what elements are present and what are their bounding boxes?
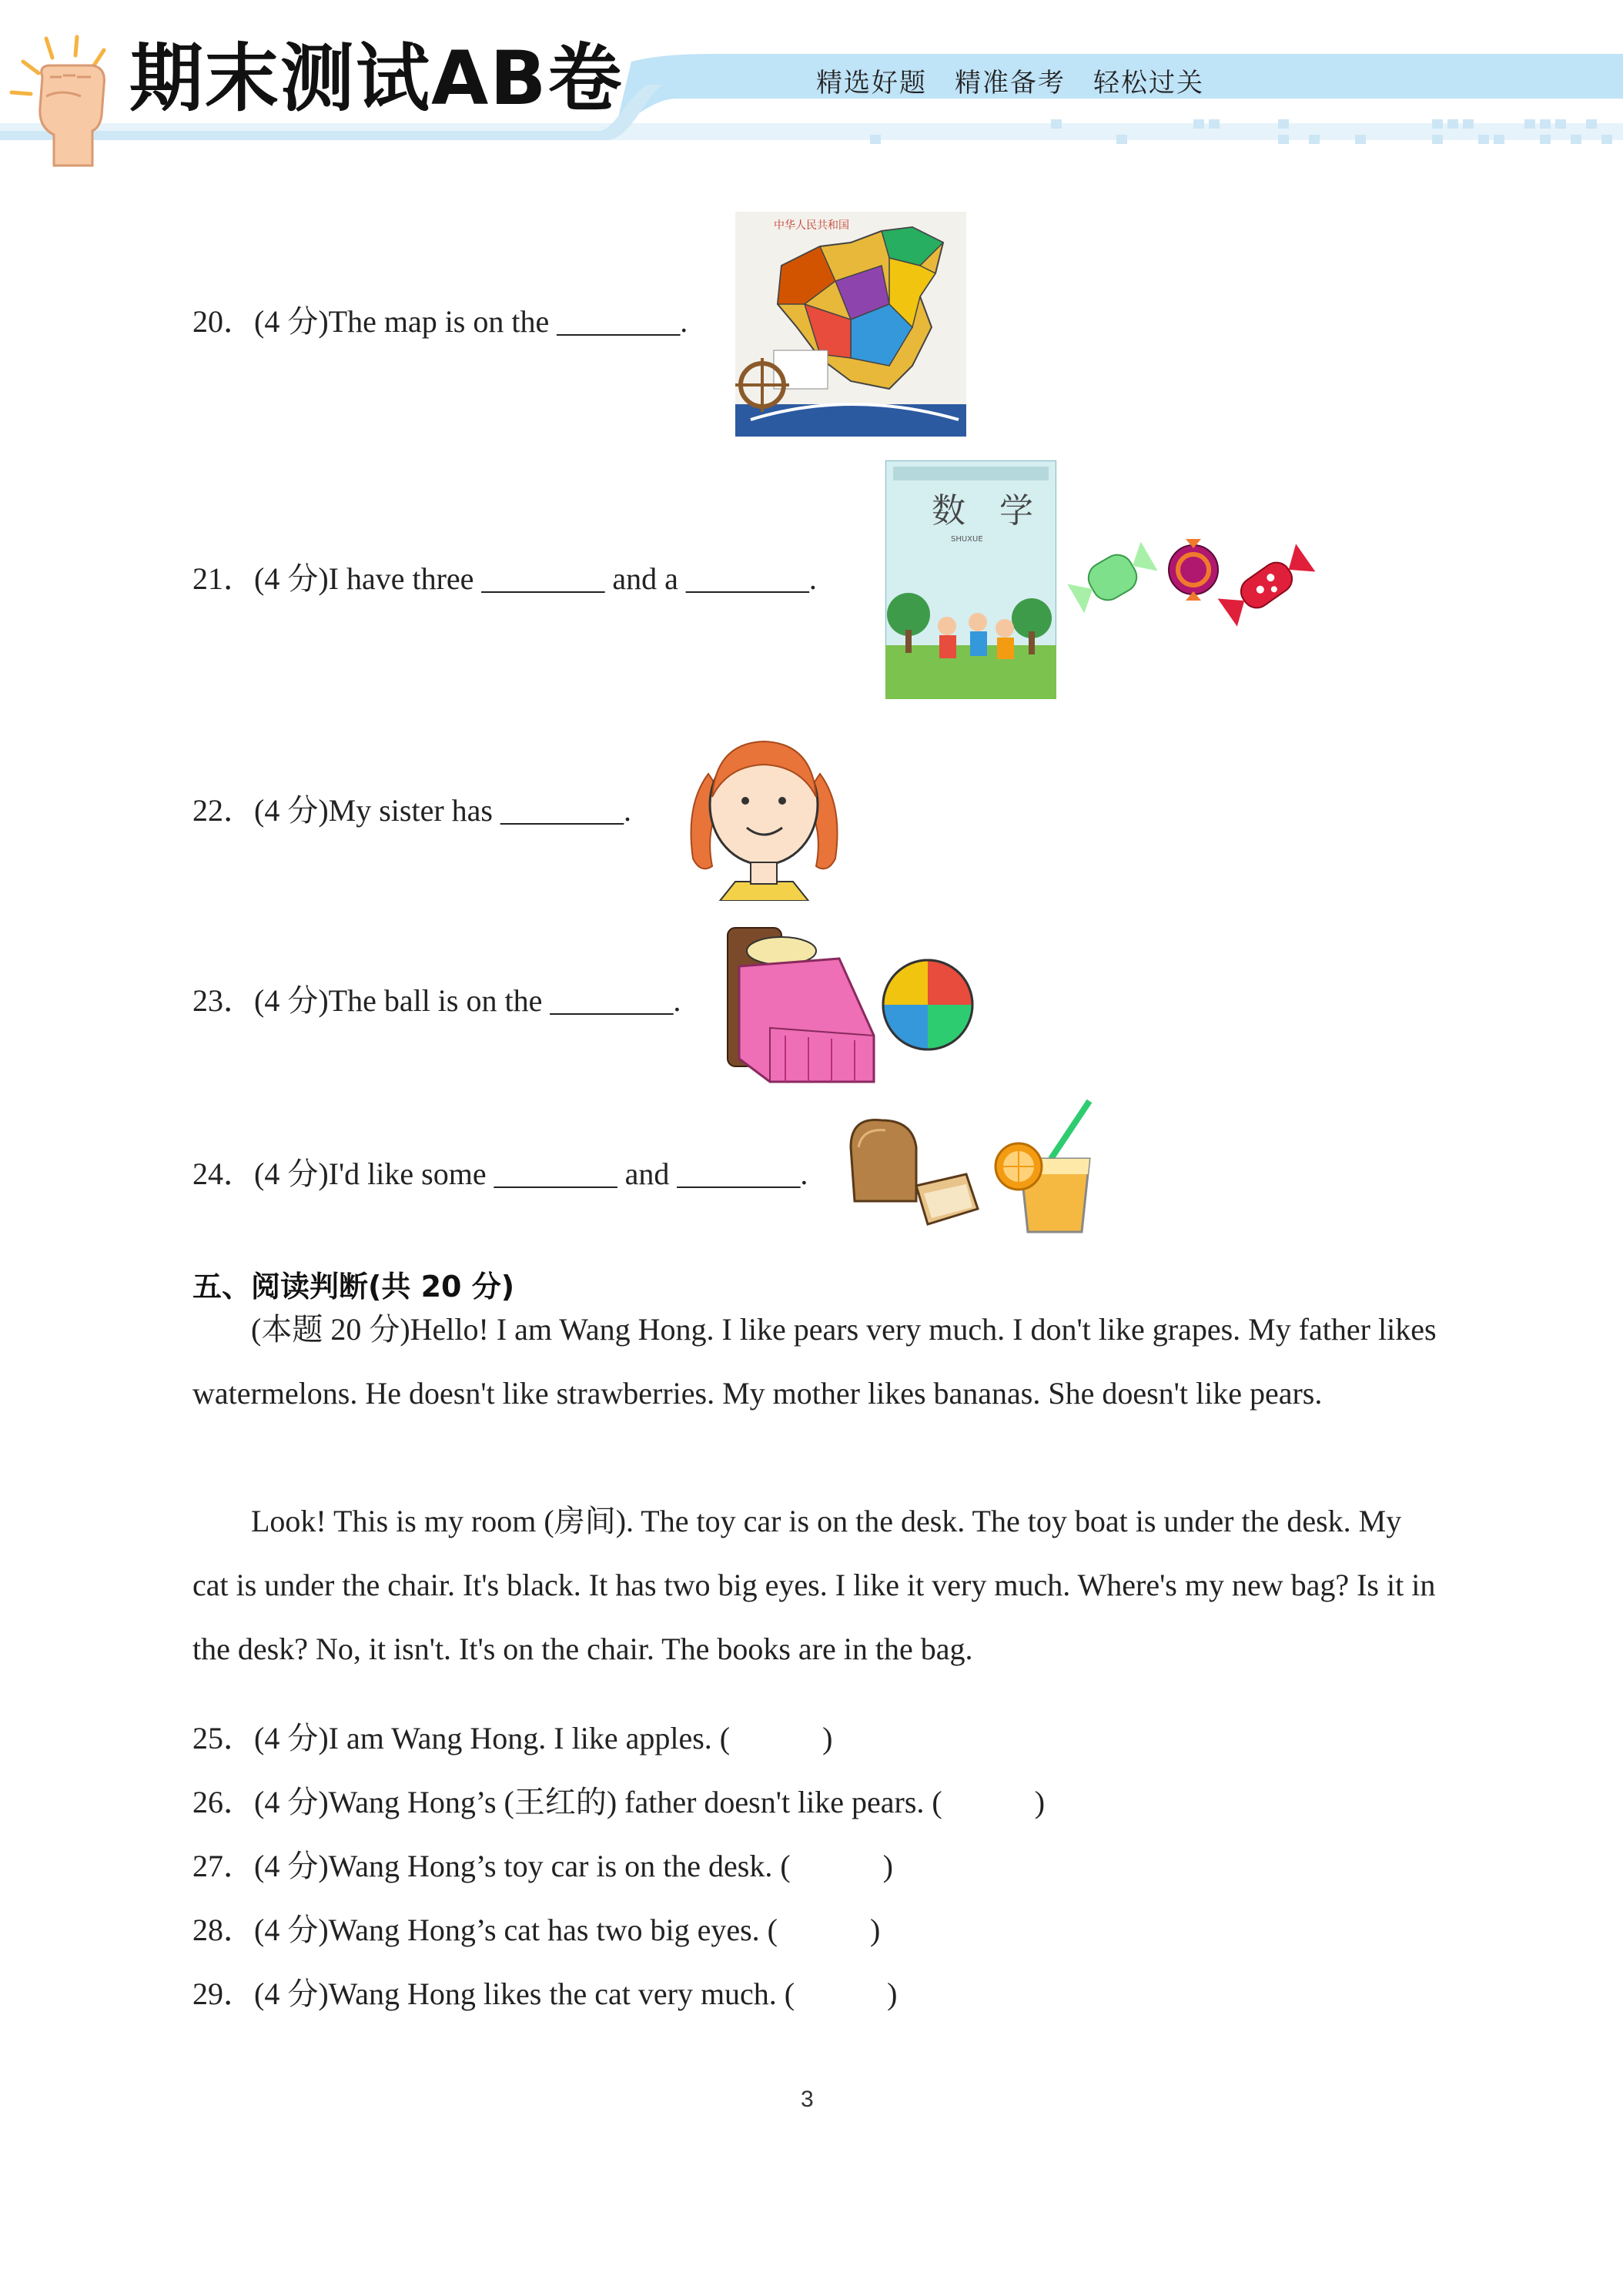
header-slogan: 精选好题 精准备考 轻松过关 <box>816 68 1204 99</box>
question-number: 27． <box>192 1849 254 1883</box>
judgment-27 <box>192 1851 893 1882</box>
math-book-image <box>885 460 1056 699</box>
judgment-25 <box>192 1723 832 1754</box>
girl-with-long-hair-image <box>670 728 858 901</box>
question-number: 20． <box>192 304 254 339</box>
judgment-29 <box>192 1976 898 2011</box>
reading-paragraph-1: (本题 20 分)Hello! I am Wang Hong. I like pears very much. I don't like grapes. My father likes watermelons. He doesn't like strawberries. My mother likes bananas. She doesn't like pears. <box>192 1312 1437 1411</box>
question-number: 25． <box>192 1721 254 1755</box>
question-text: (4 分)Wang Hong’s (王红的) father doesn't like pears. ( ) <box>254 1785 1046 1819</box>
question-text: (4 分)Wang Hong likes the cat very much. ( ) <box>254 1976 898 2011</box>
question-22 <box>192 795 631 826</box>
header-title: 期末测试AB卷 <box>129 35 624 122</box>
judgment-28 <box>192 1915 880 1946</box>
question-20 <box>192 306 688 337</box>
question-text: (4 分)I have three ________ and a ________. <box>254 561 817 596</box>
page-number: 3 <box>801 2087 814 2112</box>
map-title: 中华人民共和国 <box>774 219 849 232</box>
question-text: (4 分)Wang Hong’s toy car is on the desk. ( ) <box>254 1849 893 1883</box>
bed-image <box>724 920 885 1089</box>
question-21 <box>192 561 817 596</box>
question-23 <box>192 983 681 1018</box>
question-number: 21． <box>192 561 254 596</box>
section-title: 五、阅读判断(共 20 分) <box>192 1270 515 1304</box>
candies-image <box>1066 524 1320 639</box>
ball-image <box>878 955 978 1055</box>
question-text: (4 分)Wang Hong’s cat has two big eyes. ( ) <box>254 1913 881 1947</box>
book-subtitle: SHUXUE <box>951 535 983 544</box>
question-24 <box>192 1156 808 1191</box>
question-number: 29． <box>192 1976 254 2011</box>
question-number: 28． <box>192 1913 254 1947</box>
page-header <box>0 0 1623 177</box>
question-text: (4 分)My sister has ________. <box>254 793 631 828</box>
question-text: (4 分)The map is on the ________. <box>254 304 688 339</box>
reading-paragraph-2: Look! This is my room (房间). The toy car is on the desk. The toy boat is under the desk. My cat is under the chair. It's black. It has two big eyes. I like it very much. Where's my new bag? Is it in the desk? No, it isn't. It's on the chair. The books are in the bag. <box>192 1504 1436 1666</box>
question-text: (4 分)The ball is on the ________. <box>254 983 681 1018</box>
question-text: (4 分)I'd like some ________ and ________. <box>254 1156 808 1191</box>
question-number: 26． <box>192 1785 254 1819</box>
question-number: 24． <box>192 1156 254 1191</box>
orange-juice-image <box>982 1097 1105 1240</box>
question-text: (4 分)I am Wang Hong. I like apples. ( ) <box>254 1721 833 1755</box>
fist-logo-icon <box>8 31 123 169</box>
question-number: 23． <box>192 983 254 1018</box>
book-title: 数 学 <box>932 491 1033 530</box>
china-map-on-wall-image <box>735 212 966 437</box>
bread-image <box>843 1101 989 1240</box>
question-number: 22． <box>192 793 254 828</box>
judgment-26 <box>192 1787 1045 1818</box>
